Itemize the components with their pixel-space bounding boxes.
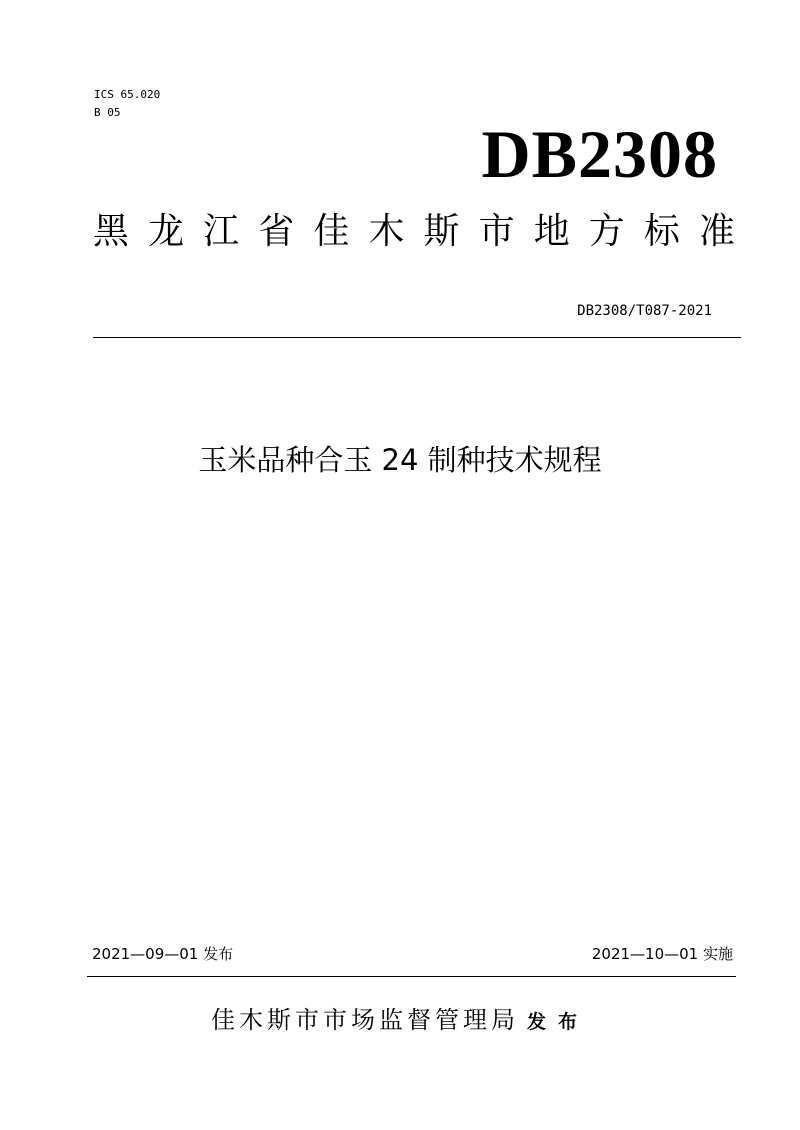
standard-type-heading: 黑龙江省佳木斯市地方标准 <box>93 211 735 252</box>
classification-code: B 05 <box>94 106 121 119</box>
standard-number: DB2308/T087-2021 <box>577 303 712 319</box>
document-title: 玉米品种合玉 24 制种技术规程 <box>198 443 602 477</box>
issuing-authority: 佳木斯市市场监督管理局 <box>210 1006 519 1034</box>
bottom-divider <box>87 976 736 977</box>
issue-date: 2021—09—01 发布 <box>92 945 234 963</box>
db-logo: DB2308 <box>481 116 718 192</box>
issuer-line <box>0 1002 800 1041</box>
top-divider <box>93 337 741 338</box>
publish-label: 发布 <box>526 1011 589 1033</box>
effective-date: 2021—10—01 实施 <box>591 945 733 963</box>
ics-code: ICS 65.020 <box>94 88 161 101</box>
